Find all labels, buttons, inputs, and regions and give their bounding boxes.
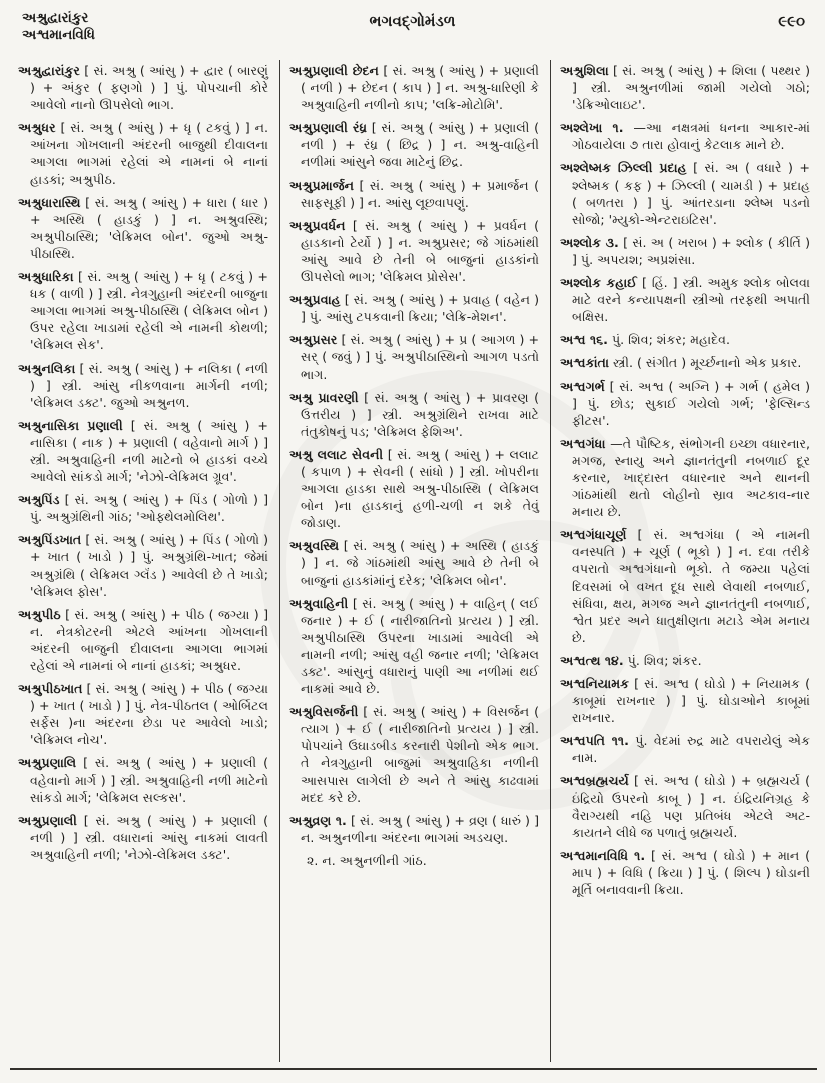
- dictionary-entry: [560, 378, 810, 429]
- entry-definition: પું. શિવ; શંકર.: [627, 652, 702, 668]
- entry-definition: [ સં. અ ( ખરાબ ) + શ્લોક ( કીર્તિ ) ] પું. અપયશ; અપ્રશંસા.: [572, 234, 810, 267]
- dictionary-entry: [18, 491, 268, 525]
- entry-definition: —તે પૌષ્ટિક, સંભોગની ઇચ્છા વધારનાર, મગજ, સ્નાયુ અને જ્ઞાનતંતુની નબળાઈ દૂર કરનાર, ખાદ્દાસ્ત વધારનાર અને થાનની ગાંઠમાંથી થતો લોહીનો સ્રાવ અટકાવ-નાર મનાય છે.: [572, 435, 810, 520]
- entry-headword: અશ્રુપ્રસર: [289, 332, 338, 348]
- dictionary-entry: [18, 119, 268, 187]
- entry-headword: અશ્રુપ્રણાલી રંધ્ર: [289, 120, 368, 136]
- entry-headword: અશ્વત્થ ૧૪.: [560, 652, 624, 668]
- dictionary-entry: [560, 526, 810, 646]
- entry-headword: અશ્રુપ્રવાહ: [289, 292, 341, 308]
- dictionary-entry: [289, 177, 539, 211]
- dictionary-entry: [289, 217, 539, 285]
- entry-headword: અશ્લોક કહાઈ: [560, 275, 637, 291]
- entry-definition: [ સં. અશ્રુ ( આંસુ ) + પીઠ ( જગ્યા ) + ખાત ( ખાડો ) ] પું. નેત્ર-પીઠતલ ( ઓર્બિટલ સર્ફેસ )ના અંદરના છેડા પર આવેલો ખાડો; 'લેક્રિમલ નોચ'.: [30, 681, 268, 748]
- entry-headword: અશ્રુનલિકા: [18, 360, 76, 376]
- entry-headword: અશ્રુપ્રણાલિ: [18, 755, 77, 771]
- entry-headword: અશ્રુધારિકા: [18, 269, 74, 285]
- entry-headword: અશ્રુપ્રણાલી છેદન: [289, 63, 379, 78]
- entry-definition: [ સં. અશ્રુ ( આંસુ ) + વાહિન્ ( લઈ જનાર ) + ઈ ( નારીજાતિનો પ્રત્યય ) ] સ્ત્રી. અશ્રુપીઠાસ્થિ ઉપરના ખાડામાં આવેલી એ નામની નળી; આંસુ વહી જનાર નળી; 'લેક્રિમલ ડક્ટ'. આંસુનું વધારાનું પાણી આ નળીમાં થઈ નાકમાં આવે છે.: [301, 595, 539, 697]
- entry-headword: અશ્વ ૧૬.: [560, 332, 608, 348]
- entry-definition: [ સં. અશ્રુ ( આંસુ ) + નાસિકા ( નાક ) + પ્રણાલી ( વહેવાનો માર્ગ ) ] સ્ત્રી. અશ્રુવાહિની નળી માટેનો બે હાડકાં વચ્ચે આવેલો સાંકડો માર્ગ; 'નેઝો-લેક્રિમલ ગ્રૂવ'.: [30, 417, 268, 485]
- entry-headword: અશ્રુપ્રણાલી: [18, 812, 77, 828]
- entry-definition: [ સં. અશ્વ ( ઘોડો ) + બ્રહ્મચર્ય ( ઇંદ્રિયો ઉપરનો કાબૂ ) ] ન. ઇંદ્રિયનિગ્રહ કે વૈરાગ્યથી નહિ પણ પ્રતિબંધ એટલે અટ-કાયતને લીધે જ પળાતું બ્રહ્મચર્ય.: [572, 773, 810, 840]
- entry-definition: [ સં. અશ્રુ ( આંસુ ) + પ્રણાલી ( વહેવાનો માર્ગ ) ] સ્ત્રી. અશ્રુવાહિની નળી માટેનો સાંકડો માર્ગ; 'લેક્રિમલ સલ્કસ'.: [30, 755, 268, 805]
- entry-definition: [ સં. અશ્રુ ( આંસુ ) + નલિકા ( નળી ) ] સ્ત્રી. આંસુ નીકળવાના માર્ગની નળી; 'લેક્રિમલ ડક્ટ'. જુઓ અશ્રુનળ.: [30, 360, 268, 410]
- entry-definition: [ સં. અશ્રુ ( આંસુ ) + પ્ર ( આગળ ) + સર્ ( જવું ) ] પું. અશ્રુપીઠાસ્થિનો આગળ પડતો ભાગ.: [301, 332, 539, 382]
- entry-headword: અશ્રુદ્વારાંકુર: [18, 63, 80, 78]
- entry-definition: [ સં. અશ્રુ ( આંસુ ) + પ્રણાલી ( નળી ) ] સ્ત્રી. વધારાનાં આંસુ નાકમાં લાવતી અશ્રુવાહિની નળી; 'નેઝો-લેક્રિમલ ડક્ટ'.: [30, 812, 268, 862]
- dictionary-entry: [560, 772, 810, 840]
- dictionary-entry: [560, 354, 810, 371]
- dictionary-entry: [289, 389, 539, 440]
- entry-headword: અશ્રુપ્રમાર્જન: [289, 177, 354, 193]
- entry-headword: અશ્રુ લલાટ સેવની: [289, 446, 384, 462]
- entry-definition: —આ નક્ષત્રમાં ધનના આકાર-માં ગોઠવાયેલા ૭ તારા હોવાનું કેટલાક માને છે.: [572, 120, 810, 153]
- entry-headword: અશ્લેષ્મક ઝિલ્લી પ્રદાહ: [560, 160, 687, 176]
- page-number: ૯૯૦: [778, 12, 805, 30]
- entry-headword: અશ્રુપિંડખાત: [18, 532, 82, 548]
- dictionary-entry: [289, 62, 539, 113]
- entry-definition: [ સં. અશ્રુ ( આંસુ ) + અસ્થિ ( હાડકું ) ] ન. જે ગાંઠમાંથી આંસુ આવે છે તેની બે બાજુનાં હાડકાંમાંનું દરેક; 'લેક્રિમલ બોન'.: [301, 538, 539, 588]
- entry-headword: અશ્રુપીઠખાત: [18, 681, 83, 697]
- entry-headword: અશ્વમાનવિધિ ૧.: [560, 847, 646, 863]
- entry-definition: [ સં. અશ્રુ ( આંસુ ) + દ્વાર ( બારણું ) + અંકુર ( ફણગો ) ] પું. પોપચાની કોરે આવેલો નાનો ઊપસેલો ભાગ.: [30, 63, 268, 113]
- entry-headword: અશ્રુપીઠ: [18, 606, 61, 622]
- dictionary-entry: [289, 291, 539, 325]
- guide-word-last: અશ્વમાનવિધિ: [22, 27, 95, 43]
- entry-definition: [ સં. અશ્રુ ( આંસુ ) + વિસર્જન ( ત્યાગ ) + ઈ ( નારીજાતિનો પ્રત્યય ) ] સ્ત્રી. પોપચાંને ઉઘાડબીડ કરનારી પેશીનો એક ભાગ. તે નેત્રગુહાની બાજુમાં અશ્રુવાહિકા નળીની આસપાસ લાગેલી છે અને તે આંસુ કાઢવામાં મદદ કરે છે.: [301, 704, 539, 805]
- entry-definition: [ સં. અશ્રુ ( આંસુ ) + લલાટ ( કપાળ ) + સેવની ( સાંધો ) ] સ્ત્રી. ખોપરીના આગલા હાડકા સાથે અશ્રુ-પીઠાસ્થિ ( લેક્રિમલ બોન )ના હાડકાનું હળી-ચળી ન શકે તેવું જોડાણ.: [301, 446, 539, 531]
- entry-definition: [ સં. અશ્રુ ( આંસુ ) + ધૃ ( ટકવું ) ] ન. આંખના ગોખલાની અંદરની બાજુથી દીવાલના આગલા ભાગમાં રહેલાં એ નામનાં બે નાનાં હાડકાં; અશ્રુપીઠ.: [30, 120, 268, 187]
- dictionary-entry: [289, 446, 539, 531]
- entry-definition: [ સં. અશ્રુ ( આંસુ ) + ધારા ( ધાર ) + અસ્થિ ( હાડકું ) ] ન. અશ્રુવસ્થિ; અશ્રુપીઠાસ્થિ; 'લેક્રિમલ બોન'. જુઓ અશ્રુ-પીઠાસ્થિ.: [30, 194, 268, 261]
- entry-definition: [ સં. અશ્રુ ( આંસુ ) + પિંડ ( ગોળો ) ] પું. અશ્રુગ્રંથિની ગાંઠ; 'ઓફ્થેલમોલિથ'.: [30, 492, 268, 525]
- entry-definition: પું. શિવ; શંકર; મહાદેવ.: [611, 332, 730, 348]
- entry-headword: અશ્રુપ્રવર્ધન: [289, 217, 346, 233]
- guide-word-first: અશ્રુદ્વારાંકુર: [22, 10, 89, 26]
- dictionary-entry: [289, 595, 539, 698]
- dictionary-entry: [560, 732, 810, 766]
- entry-definition: સ્ત્રી. ( સંગીત ) મૂર્ચ્છનાનો એક પ્રકાર.: [613, 355, 802, 371]
- dictionary-entry: [289, 537, 539, 588]
- entry-headword: અશ્વનિયામક: [560, 676, 629, 691]
- entry-definition: [ સં. અશ્વ ( ઘોડો ) + નિયામક ( કાબૂમાં રાખનાર ) ] પું. ઘોડાઓને કાબૂમાં રાખનાર.: [572, 676, 810, 726]
- dictionary-entry: [18, 812, 268, 863]
- entry-extra-sense: ૨. ન. અશ્રુનળીની ગાંઠ.: [307, 852, 427, 868]
- dictionary-entry: [18, 531, 268, 599]
- dictionary-entry: [560, 847, 810, 898]
- entry-definition: [ હિં. ] સ્ત્રી. અમુક શ્લોક બોલવા માટે વરને કન્યાપક્ષની સ્ત્રીઓ તરફથી અપાતી બક્ષિસ.: [572, 275, 810, 325]
- dictionary-entry: [560, 331, 810, 348]
- entry-headword: અશ્રુવ્રણ ૧.: [289, 812, 347, 828]
- dictionary-entry: [289, 331, 539, 382]
- entry-headword: અશ્રુપિંડ: [18, 492, 60, 508]
- entry-headword: અશ્રુવસ્થિ: [289, 538, 340, 554]
- column-3: [560, 62, 810, 904]
- entry-definition: [ સં. અ ( વધારે ) + શ્લેષ્મક ( કફ ) + ઝિલ્લી ( ચામડી ) + પ્રદાહ ( બળતરા ) ] પું. આંતરડાના શ્લેષ્મ પડનો સોજો; 'મ્યુકો-એન્ટરાઇટિસ'.: [572, 160, 810, 227]
- page-header: [0, 10, 825, 58]
- entry-definition: [ સં. અશ્વગંધા ( એ નામની વનસ્પતિ ) + ચૂર્ણ ( ભૂકો ) ] ન. દવા તરીકે વપરાતો અશ્વગંધાનો ભૂકો. તે જમ્યા પહેલાં દિવસમાં બે વખત દૂધ સાથે લેવાથી નબળાઈ, સંધિવા, ક્ષય, મગજ અને જ્ઞાનતંતુની નબળાઈ, શ્વેત પ્રદર અને ધાતુક્ષીણતા મટાડે એમ મનાય છે.: [572, 527, 810, 645]
- entry-headword: અશ્વકાંતા: [560, 355, 609, 371]
- entry-headword: અશ્રુશિલા: [560, 63, 609, 78]
- dictionary-entry: [560, 62, 810, 113]
- entry-headword: અશ્લોક ૩.: [560, 234, 619, 250]
- dictionary-entry: [289, 812, 539, 846]
- dictionary-entry: [18, 417, 268, 485]
- dictionary-entry: [18, 680, 268, 748]
- column-2: [289, 62, 539, 904]
- footer-rule: [10, 1068, 817, 1070]
- columns-container: [18, 62, 810, 904]
- entry-definition: પું. વેદમાં રુદ્ર માટે વપરાયેલું એક નામ.: [572, 733, 810, 766]
- entry-headword: અશ્રુવાહિની: [289, 595, 349, 611]
- dictionary-entry: [560, 119, 810, 153]
- entry-headword: અશ્રુ પ્રાવરણી: [289, 389, 359, 405]
- entry-definition: [ સં. અશ્વ ( અગ્નિ ) + ગર્ભ ( હમેલ ) ] પું. છોડ; સુકાઈ ગયેલો ગર્ભ; 'ફેલ્સિન્ડ ફીટસ'.: [572, 378, 810, 428]
- dictionary-entry: [18, 268, 268, 353]
- column-1: [18, 62, 268, 904]
- entry-headword: અશ્રુધર: [18, 120, 56, 136]
- entry-headword: અશ્વપતિ ૧૧.: [560, 733, 629, 749]
- entry-definition: [ સં. અશ્રુ ( આંસુ ) + પ્રણાલી ( નળી ) + રંધ્ર ( છિદ્ર ) ] ન. અશ્રુ-વાહિની નળીમાં આંસુને જવા માટેનું છિદ્ર.: [301, 120, 539, 170]
- entry-headword: અશ્રુધારાસ્થિ: [18, 194, 81, 210]
- dictionary-entry: [560, 675, 810, 726]
- dictionary-entry: [18, 360, 268, 411]
- entry-headword: અશ્વગંધાચૂર્ણ: [560, 527, 627, 543]
- entry-definition: [ સં. અશ્રુ ( આંસુ ) + પિંડ ( ગોળો ) + ખાત ( ખાડો ) ] પું. અશ્રુગ્રંથિ-ખાત; જેમાં અશ્રુગ્રંથિ ( લેક્રિમલ ગ્લૅંડ ) આવેલી છે તે ખાડો; 'લેક્રિમલ ફોસ'.: [30, 532, 268, 599]
- entry-definition: [ સં. અશ્રુ ( આંસુ ) + પ્રણાલી ( નળી ) + છેદન ( કાપ ) ] ન. અશ્રુ-ધારિણી કે અશ્રુવાહિની નળીનો કાપ; 'લક્રિ-મોટોમિ'.: [301, 63, 539, 113]
- dictionary-entry: [18, 606, 268, 674]
- dictionary-entry: [18, 62, 268, 113]
- dictionary-entry: [289, 119, 539, 170]
- entry-definition: [ સં. અશ્રુ ( આંસુ ) + ધૃ ( ટકવું ) + ધક ( વાળી ) ] સ્ત્રી. નેત્રગુહાની અંદરની બાજુના આગલા ભાગમાં અશ્રુ-પીઠાસ્થિ ( લેક્રિમલ બોન ) ઉપર રહેલા ખાડામાં રહેલી એ નામની કોથળી; 'લેક્રિમલ સેક'.: [30, 269, 268, 353]
- entry-headword: અશ્રુનાસિકા પ્રણાલી: [18, 417, 123, 433]
- entry-headword: અશ્વબ્રહ્મચર્ય: [560, 773, 629, 789]
- dictionary-entry: [560, 234, 810, 268]
- entry-definition: [ સં. અશ્રુ ( આંસુ ) + પ્રવર્ધન ( હાડકાનો ટેર્યો ) ] ન. અશ્રુપ્રસર; જે ગાંઠમાંથી આંસુ આવે છે તેની બે બાજુનાં હાડકાંનો ઊપસેલો ભાગ; 'લેક્રિમલ પ્રોસેસ'.: [301, 217, 539, 285]
- entry-definition: [ સં. અશ્રુ ( આંસુ ) + વ્રણ ( ધારું ) ] ન. અશ્રુનળીના અંદરના ભાગમાં અડચણ.: [301, 812, 539, 845]
- dictionary-entry: [560, 652, 810, 669]
- dictionary-entry: [560, 159, 810, 227]
- entry-headword: અશ્રુવિસર્જની: [289, 704, 359, 720]
- entry-definition: [ સં. અશ્રુ ( આંસુ ) + શિલા ( પથ્થર ) ] સ્ત્રી. અશ્રુનળીમાં જામી ગયેલો ગઠો; 'ડેક્રિઓલાઇટ'.: [572, 63, 810, 113]
- book-title: ભગવદ્ગોમંડળ: [369, 12, 456, 30]
- dictionary-entry: [560, 435, 810, 520]
- entry-headword: અશ્વગંધા: [560, 435, 606, 451]
- dictionary-entry: [18, 754, 268, 805]
- entry-definition: [ સં. અશ્વ ( ઘોડો ) + માન ( માપ ) + વિધિ ( ક્રિયા ) ] પું. ( શિલ્પ ) ઘોડાની મૂર્તિ બનાવવાની ક્રિયા.: [572, 847, 811, 898]
- entry-definition: [ સં. અશ્રુ ( આંસુ ) + પ્રવાહ ( વહેન ) ] પું. આંસુ ટપકવાની ક્રિયા; 'લેક્રિ-મેશન'.: [301, 292, 539, 325]
- dictionary-entry: [289, 703, 539, 806]
- dictionary-entry: [18, 194, 268, 262]
- entry-definition: [ સં. અશ્રુ ( આંસુ ) + પ્રમાર્જન ( સાફસૂફી ) ] ન. આંસુ લૂછવાપણું.: [301, 177, 539, 210]
- entry-headword: અશ્વગર્ભ: [560, 378, 605, 394]
- entry-headword: અશ્લેખા ૧.: [560, 120, 624, 136]
- entry-definition: [ સં. અશ્રુ ( આંસુ ) + પ્રાવરણ ( ઉત્તરીય ) ] સ્ત્રી. અશ્રુગ્રંથિને રાખવા માટે તંતુકોષનું પડ; 'લેક્રિમલ ફેશિઅ'.: [301, 389, 539, 439]
- entry-definition: [ સં. અશ્રુ ( આંસુ ) + પીઠ ( જગ્યા ) ] ન. નેત્રકોટરની એટલે આંખના ગોખલાની અંદરની બાજુની દીવાલના આગલા ભાગમાં રહેલાં એ નામનાં બે નાનાં હાડકાં; અશ્રુધર.: [30, 606, 268, 673]
- dictionary-entry: [560, 274, 810, 325]
